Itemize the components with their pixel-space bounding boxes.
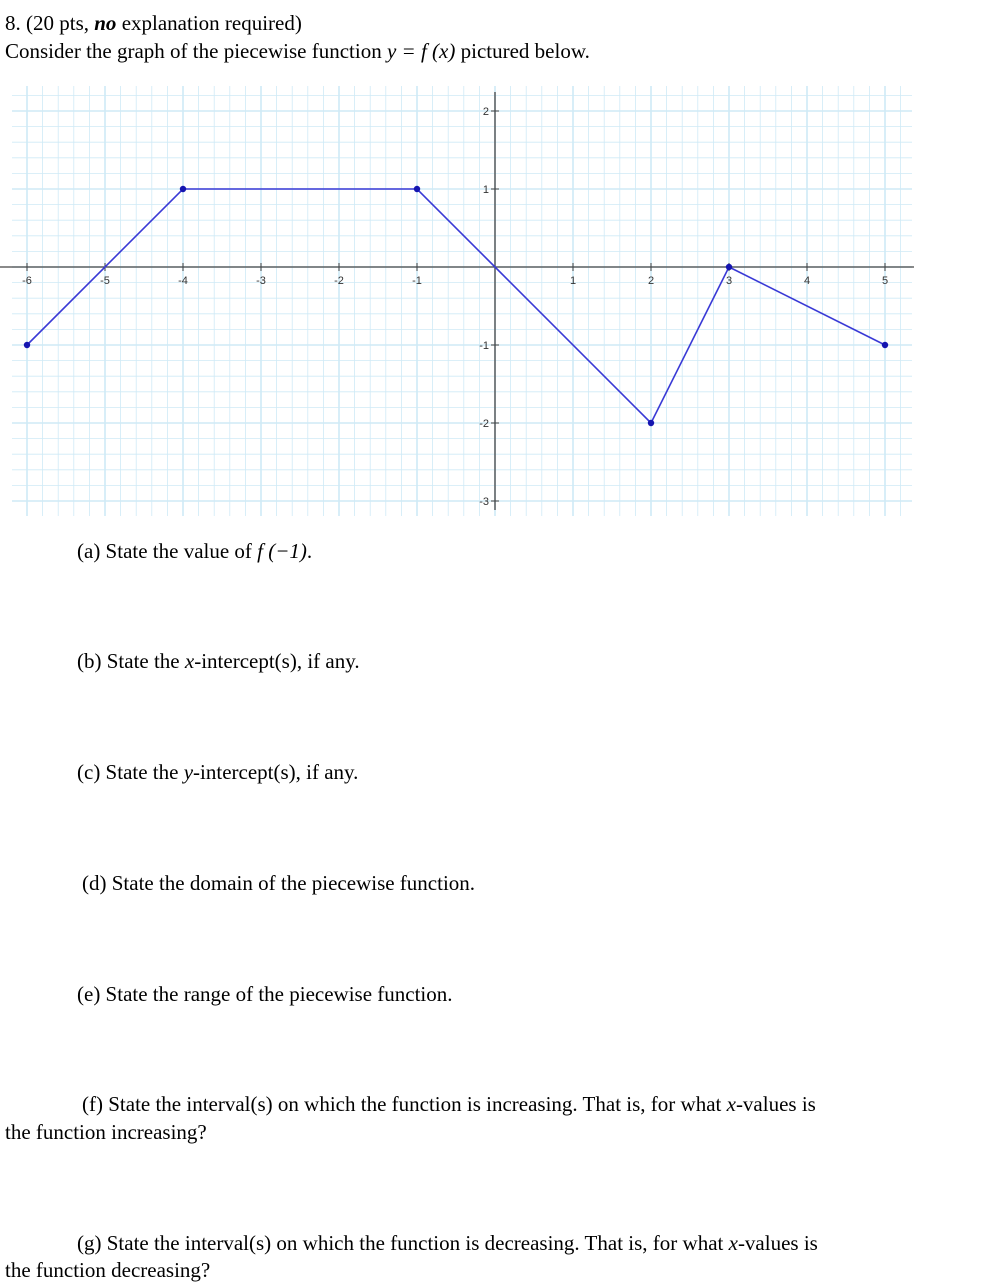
function-notation: y = f (x) <box>386 39 456 63</box>
problem-statement: Consider the graph of the piecewise function y = f (x) pictured below. <box>5 39 590 63</box>
piecewise-graph <box>0 78 918 520</box>
problem-header: 8. (20 pts, no explanation required) <box>5 11 302 35</box>
x-tick-label: -3 <box>256 275 266 287</box>
data-point <box>882 342 888 348</box>
question-g: (g) State the interval(s) on which the function is decreasing. That is, for what x-values is <box>77 1231 818 1255</box>
y-tick-label: -3 <box>479 496 489 508</box>
x-tick-label: -2 <box>334 275 344 287</box>
grid-major <box>12 86 912 516</box>
data-point <box>726 264 732 270</box>
data-point <box>648 420 654 426</box>
function-line <box>27 189 885 423</box>
question-e: (e) State the range of the piecewise function. <box>77 982 453 1006</box>
x-tick-label: -5 <box>100 275 110 287</box>
question-b: (b) State the x-intercept(s), if any. <box>77 649 360 673</box>
y-tick-label: 1 <box>482 184 489 196</box>
y-tick-label: 2 <box>482 106 489 118</box>
question-f-continued: the function increasing? <box>5 1120 207 1144</box>
question-c: (c) State the y-intercept(s), if any. <box>77 760 359 784</box>
x-tick-label: 5 <box>881 275 889 287</box>
grid-minor <box>12 86 912 516</box>
emphasis-no: no <box>94 11 117 35</box>
question-f: (f) State the interval(s) on which the function is increasing. That is, for what x-values is <box>82 1092 816 1116</box>
axes <box>0 92 914 510</box>
data-point <box>180 186 186 192</box>
tick-marks <box>27 111 885 501</box>
question-a: (a) State the value of f (−1). <box>77 539 313 563</box>
function-series <box>27 189 885 423</box>
x-tick-label: 1 <box>569 275 577 287</box>
data-point <box>414 186 420 192</box>
x-tick-label: 3 <box>725 275 733 287</box>
y-tick-label: -2 <box>479 418 489 430</box>
data-point <box>24 342 30 348</box>
y-tick-label: -1 <box>479 340 489 352</box>
question-d: (d) State the domain of the piecewise function. <box>82 871 476 895</box>
x-tick-label: 2 <box>647 275 655 287</box>
question-g-continued: the function decreasing? <box>5 1258 211 1282</box>
x-tick-label: -4 <box>178 275 188 287</box>
x-tick-label: -6 <box>22 275 32 287</box>
x-tick-label: 4 <box>803 275 811 287</box>
x-tick-label: -1 <box>412 275 422 287</box>
endpoints <box>24 186 888 426</box>
